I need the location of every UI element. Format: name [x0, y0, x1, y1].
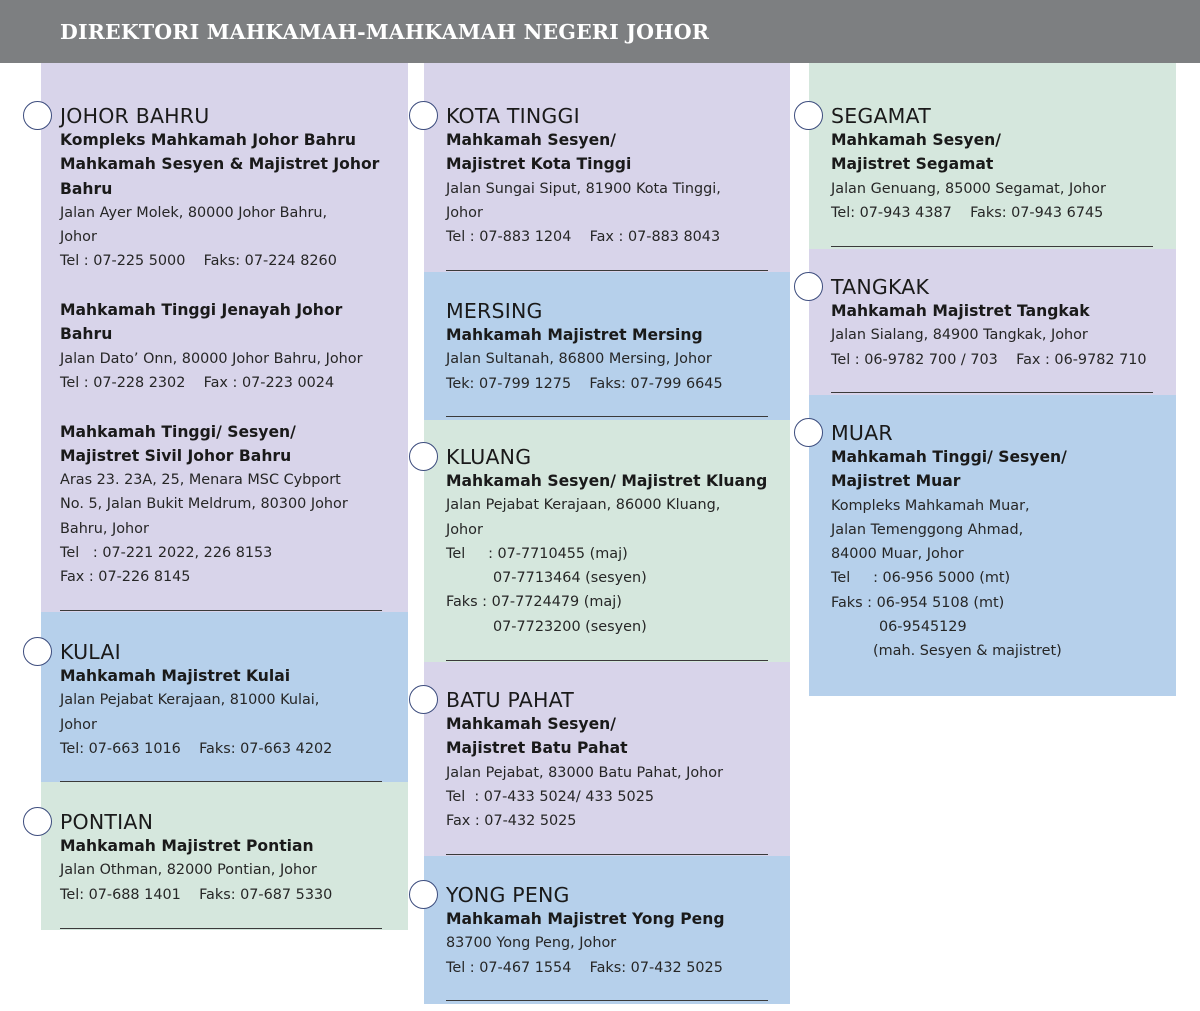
entry-yong-peng — [446, 883, 725, 980]
city-name: KULAI — [60, 640, 121, 664]
bullet-circle-icon — [409, 685, 438, 714]
divider — [60, 781, 382, 782]
court-name: Mahkamah Sesyen/ — [831, 131, 1001, 149]
divider — [831, 392, 1153, 393]
entry-kulai — [60, 640, 332, 761]
city-name: KOTA TINGGI — [446, 104, 580, 128]
divider — [446, 270, 768, 271]
phone: Tek: 07-799 1275 Faks: 07-799 6645 — [446, 375, 723, 392]
phone: Tel : 07-7710455 (maj) — [446, 545, 628, 562]
phone: Tel : 06-956 5000 (mt) — [831, 570, 1011, 587]
address: Jalan Temenggong Ahmad, — [831, 521, 1024, 538]
divider — [60, 928, 382, 929]
bullet-circle-icon — [23, 807, 52, 836]
city-name: JOHOR BAHRU — [60, 104, 210, 128]
divider — [446, 1000, 768, 1001]
court-name: Mahkamah Tinggi/ Sesyen/ — [831, 448, 1067, 466]
fax: 06-9545129 — [879, 619, 967, 636]
address: Jalan Sungai Siput, 81900 Kota Tinggi, — [446, 180, 721, 197]
bullet-circle-icon — [794, 418, 823, 447]
court-name: Mahkamah Sesyen/ Majistret Kluang — [446, 472, 768, 490]
entry-muar — [831, 421, 1067, 664]
city-name: MUAR — [831, 421, 893, 445]
address: Jalan Pejabat Kerajaan, 86000 Kluang, — [446, 497, 721, 514]
bullet-circle-icon — [409, 442, 438, 471]
divider — [446, 416, 768, 417]
bullet-circle-icon — [794, 272, 823, 301]
city-name: MERSING — [446, 299, 543, 323]
phone: 07-7713464 (sesyen) — [493, 570, 647, 587]
phone: Tel : 07-467 1554 Faks: 07-432 5025 — [446, 959, 723, 976]
entry-kota-tinggi — [446, 104, 721, 249]
court-name: Bahru — [60, 325, 113, 344]
fax: 07-7723200 (sesyen) — [493, 618, 647, 635]
phone: Tel : 07-221 2022, 226 8153 — [60, 545, 273, 562]
phone: Tel : 07-883 1204 Fax : 07-883 8043 — [446, 229, 721, 246]
address: 83700 Yong Peng, Johor — [446, 935, 617, 952]
address: Jalan Pejabat, 83000 Batu Pahat, Johor — [446, 764, 724, 781]
city-name: PONTIAN — [60, 810, 154, 834]
address: Jalan Othman, 82000 Pontian, Johor — [60, 862, 317, 879]
address: 84000 Muar, Johor — [831, 546, 964, 563]
address: Johor — [446, 521, 483, 538]
address: Jalan Pejabat Kerajaan, 81000 Kulai, — [60, 692, 320, 709]
entry-kluang — [446, 445, 767, 639]
fax: Faks : 06-954 5108 (mt) — [831, 594, 1005, 611]
phone: Tel: 07-688 1401 Faks: 07-687 5330 — [60, 886, 333, 903]
court-name: Mahkamah Sesyen & Majistret Johor — [60, 155, 380, 174]
fax: Fax : 07-432 5025 — [446, 813, 577, 830]
court-name: Majistret Muar — [831, 472, 961, 491]
page-header — [0, 0, 1200, 63]
court-name: Bahru — [60, 179, 113, 198]
fax: Fax : 07-226 8145 — [60, 569, 191, 586]
bullet-circle-icon — [409, 101, 438, 130]
court-name: Majistret Sivil Johor Bahru — [60, 446, 292, 465]
entry-johor-bahru — [60, 104, 379, 590]
court-name: Mahkamah Majistret Tangkak — [831, 302, 1090, 320]
address: Johor — [446, 204, 483, 221]
address: Kompleks Mahkamah Muar, — [831, 497, 1030, 514]
bullet-circle-icon — [794, 101, 823, 130]
address: Jalan Genuang, 85000 Segamat, Johor — [831, 180, 1106, 197]
city-name: TANGKAK — [831, 275, 930, 299]
address: Bahru, Johor — [60, 520, 149, 537]
court-name: Mahkamah Majistret Kulai — [60, 667, 291, 685]
address: Jalan Ayer Molek, 80000 Johor Bahru, — [60, 204, 328, 221]
divider — [446, 854, 768, 855]
court-name: Mahkamah Sesyen/ — [446, 131, 616, 149]
court-name: Mahkamah Majistret Yong Peng — [446, 910, 725, 928]
city-name: SEGAMAT — [831, 104, 931, 128]
entry-pontian — [60, 810, 332, 907]
address: Jalan Sultanah, 86800 Mersing, Johor — [446, 351, 712, 368]
court-name: Mahkamah Majistret Pontian — [60, 837, 314, 855]
phone: Tel : 07-433 5024/ 433 5025 — [446, 788, 655, 805]
address: Jalan Dato’ Onn, 80000 Johor Bahru, Johor — [60, 350, 363, 367]
court-name: Majistret Kota Tinggi — [446, 155, 632, 174]
phone: Tel : 07-228 2302 Fax : 07-223 0024 — [60, 374, 335, 391]
court-name: Mahkamah Majistret Mersing — [446, 326, 703, 344]
phone: Tel : 07-225 5000 Faks: 07-224 8260 — [60, 253, 337, 270]
court-name: Majistret Segamat — [831, 155, 994, 174]
address: Johor — [60, 716, 97, 733]
fax: (mah. Sesyen & majistret) — [873, 643, 1062, 660]
bullet-circle-icon — [409, 880, 438, 909]
address: No. 5, Jalan Bukit Meldrum, 80300 Johor — [60, 496, 348, 513]
bullet-circle-icon — [23, 637, 52, 666]
entry-mersing — [446, 299, 723, 396]
phone: Tel: 07-663 1016 Faks: 07-663 4202 — [60, 740, 333, 757]
fax: Faks : 07-7724479 (maj) — [446, 594, 622, 611]
court-name: Mahkamah Tinggi/ Sesyen/ — [60, 422, 296, 441]
entry-segamat — [831, 104, 1106, 225]
city-name: BATU PAHAT — [446, 688, 574, 712]
address: Aras 23. 23A, 25, Menara MSC Cybport — [60, 472, 341, 489]
divider — [831, 246, 1153, 247]
court-name: Majistret Batu Pahat — [446, 739, 628, 758]
entry-batu-pahat — [446, 688, 723, 833]
divider — [60, 610, 382, 611]
court-name: Mahkamah Tinggi Jenayah Johor — [60, 301, 343, 320]
bullet-circle-icon — [23, 101, 52, 130]
entry-tangkak — [831, 275, 1147, 372]
address: Johor — [60, 229, 97, 246]
divider — [446, 660, 768, 661]
city-name: YONG PENG — [446, 883, 570, 907]
page-title: DIREKTORI MAHKAMAH-MAHKAMAH NEGERI JOHOR — [60, 20, 710, 44]
court-name: Kompleks Mahkamah Johor Bahru — [60, 131, 357, 149]
city-name: KLUANG — [446, 445, 532, 469]
address: Jalan Sialang, 84900 Tangkak, Johor — [831, 327, 1088, 344]
phone: Tel: 07-943 4387 Faks: 07-943 6745 — [831, 204, 1104, 221]
court-name: Mahkamah Sesyen/ — [446, 715, 616, 733]
phone: Tel : 06-9782 700 / 703 Fax : 06-9782 710 — [831, 351, 1147, 368]
